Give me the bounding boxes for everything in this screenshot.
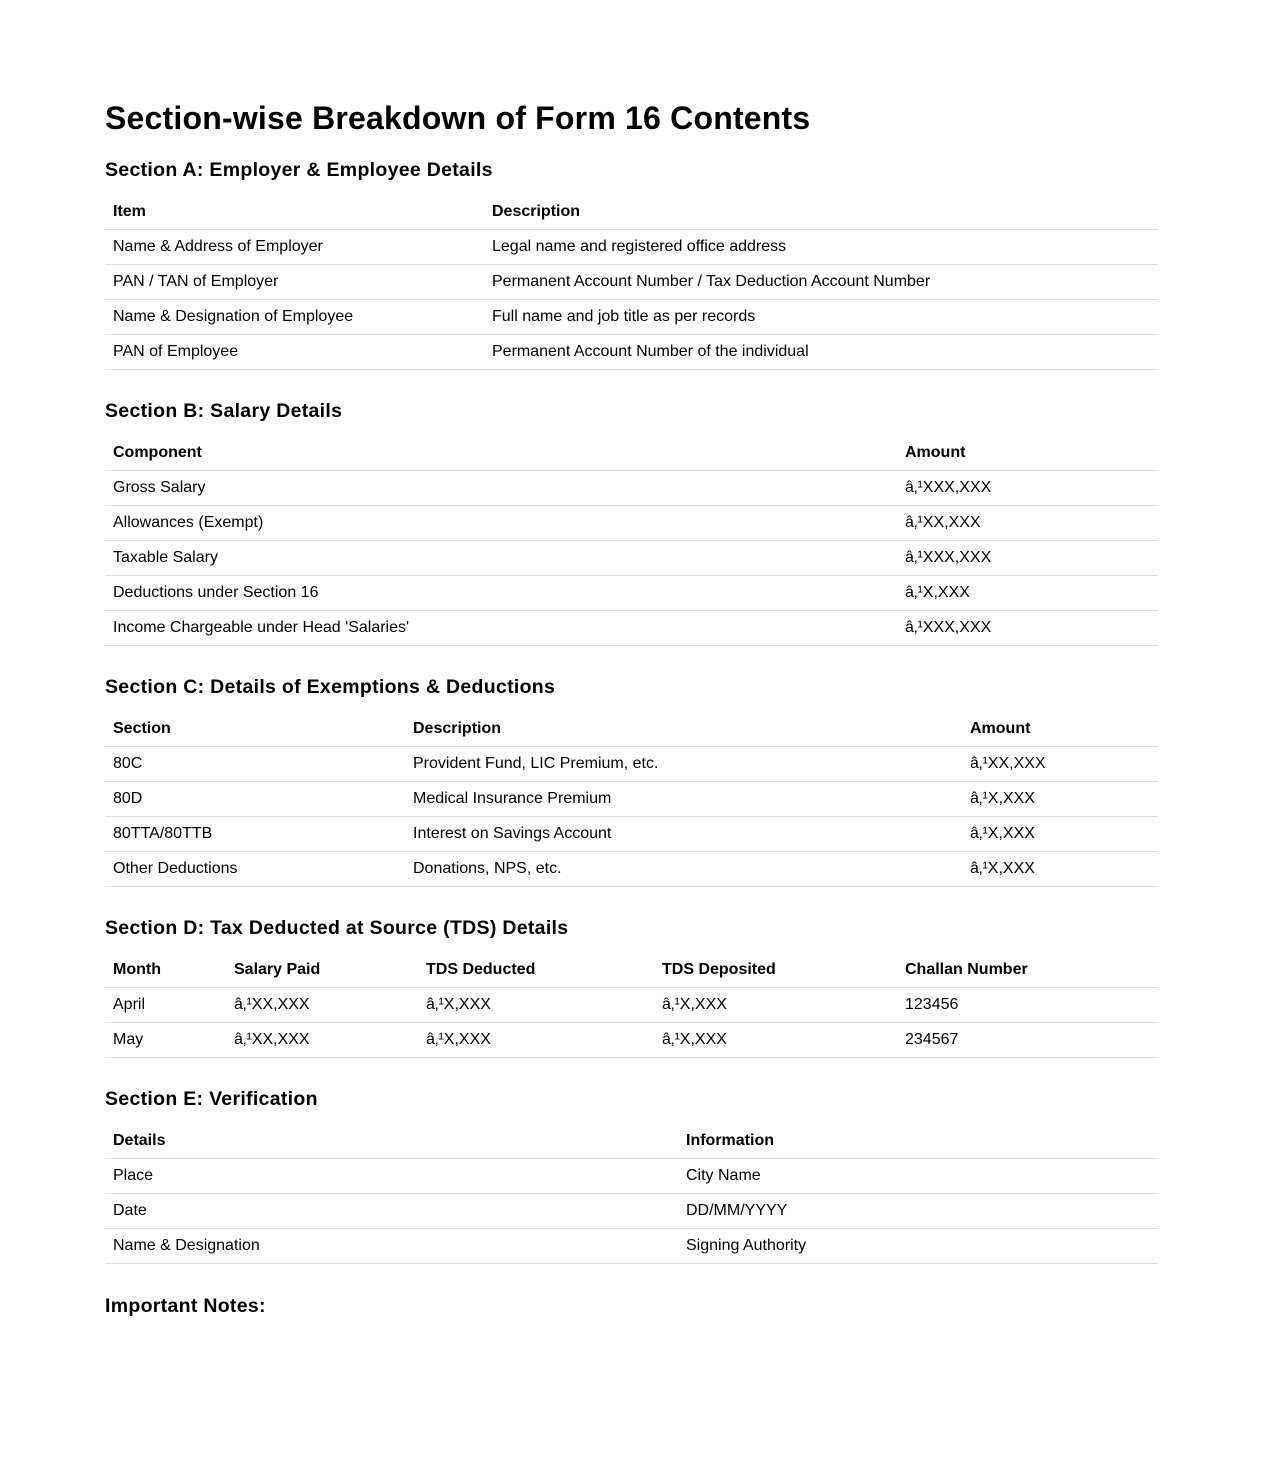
table-cell: Permanent Account Number / Tax Deduction Account Number <box>484 265 1158 300</box>
section-d-table <box>105 952 1158 1058</box>
column-header: Description <box>484 194 1158 230</box>
table-cell: Deductions under Section 16 <box>105 576 897 611</box>
table-header-row <box>105 194 1158 230</box>
table-row <box>105 230 1158 265</box>
column-header: Challan Number <box>897 952 1158 988</box>
amount-cell: â‚¹XX,XXX <box>226 988 418 1023</box>
table-cell: 80D <box>105 782 405 817</box>
table-header-row <box>105 952 1158 988</box>
table-cell: PAN of Employee <box>105 335 484 370</box>
table-row <box>105 747 1158 782</box>
amount-cell: â‚¹XXX,XXX <box>897 541 1158 576</box>
amount-cell: â‚¹X,XXX <box>418 988 654 1023</box>
table-row <box>105 1159 1158 1194</box>
table-row <box>105 817 1158 852</box>
table-cell: Provident Fund, LIC Premium, etc. <box>405 747 962 782</box>
table-row <box>105 1194 1158 1229</box>
table-row <box>105 300 1158 335</box>
table-cell: May <box>105 1023 226 1058</box>
section-b-heading: Section B: Salary Details <box>105 400 343 422</box>
section-c-heading: Section C: Details of Exemptions & Deductions <box>105 676 556 698</box>
column-header: TDS Deposited <box>654 952 897 988</box>
table-cell: Full name and job title as per records <box>484 300 1158 335</box>
table-cell: Gross Salary <box>105 471 897 506</box>
column-header: Amount <box>962 711 1158 747</box>
table-cell: Name & Designation <box>105 1229 678 1264</box>
amount-cell: â‚¹X,XXX <box>654 1023 897 1058</box>
table-row <box>105 335 1158 370</box>
amount-cell: â‚¹XX,XXX <box>226 1023 418 1058</box>
table-cell: Allowances (Exempt) <box>105 506 897 541</box>
table-cell: Permanent Account Number of the individual <box>484 335 1158 370</box>
table-cell: Name & Address of Employer <box>105 230 484 265</box>
table-cell: 80TTA/80TTB <box>105 817 405 852</box>
amount-cell: â‚¹X,XXX <box>897 576 1158 611</box>
table-header-row <box>105 1123 1158 1159</box>
table-row <box>105 1023 1158 1058</box>
table-cell: 80C <box>105 747 405 782</box>
amount-cell: â‚¹X,XXX <box>418 1023 654 1058</box>
page-title: Section-wise Breakdown of Form 16 Contents <box>105 100 811 136</box>
section-e-heading: Section E: Verification <box>105 1088 318 1110</box>
table-row <box>105 988 1158 1023</box>
table-cell: Donations, NPS, etc. <box>405 852 962 887</box>
table-row <box>105 506 1158 541</box>
table-header-row <box>105 711 1158 747</box>
column-header: Section <box>105 711 405 747</box>
table-row <box>105 265 1158 300</box>
table-row <box>105 1229 1158 1264</box>
table-cell: Name & Designation of Employee <box>105 300 484 335</box>
table-cell: DD/MM/YYYY <box>678 1194 1158 1229</box>
column-header: Component <box>105 435 897 471</box>
amount-cell: â‚¹X,XXX <box>962 817 1158 852</box>
table-cell: April <box>105 988 226 1023</box>
section-d-heading: Section D: Tax Deducted at Source (TDS) Details <box>105 917 569 939</box>
table-cell: Other Deductions <box>105 852 405 887</box>
column-header: TDS Deducted <box>418 952 654 988</box>
table-cell: Income Chargeable under Head 'Salaries' <box>105 611 897 646</box>
table-cell: Signing Authority <box>678 1229 1158 1264</box>
section-a-table <box>105 194 1158 370</box>
amount-cell: â‚¹XX,XXX <box>897 506 1158 541</box>
amount-cell: â‚¹XXX,XXX <box>897 471 1158 506</box>
table-row <box>105 576 1158 611</box>
column-header: Amount <box>897 435 1158 471</box>
table-cell: Place <box>105 1159 678 1194</box>
amount-cell: â‚¹X,XXX <box>962 852 1158 887</box>
column-header: Item <box>105 194 484 230</box>
section-e-table <box>105 1123 1158 1264</box>
table-row <box>105 852 1158 887</box>
table-cell: Taxable Salary <box>105 541 897 576</box>
column-header: Description <box>405 711 962 747</box>
column-header: Salary Paid <box>226 952 418 988</box>
table-cell: 234567 <box>897 1023 1158 1058</box>
section-b-table <box>105 435 1158 646</box>
table-cell: Date <box>105 1194 678 1229</box>
section-a-heading: Section A: Employer & Employee Details <box>105 159 493 181</box>
amount-cell: â‚¹XX,XXX <box>962 747 1158 782</box>
table-row <box>105 611 1158 646</box>
document-page <box>105 0 1158 1318</box>
table-header-row <box>105 435 1158 471</box>
table-cell: Legal name and registered office address <box>484 230 1158 265</box>
table-cell: City Name <box>678 1159 1158 1194</box>
column-header: Month <box>105 952 226 988</box>
table-row <box>105 541 1158 576</box>
table-row <box>105 782 1158 817</box>
table-cell: PAN / TAN of Employer <box>105 265 484 300</box>
amount-cell: â‚¹X,XXX <box>654 988 897 1023</box>
table-cell: Medical Insurance Premium <box>405 782 962 817</box>
table-row <box>105 471 1158 506</box>
amount-cell: â‚¹XXX,XXX <box>897 611 1158 646</box>
column-header: Information <box>678 1123 1158 1159</box>
section-c-table <box>105 711 1158 887</box>
amount-cell: â‚¹X,XXX <box>962 782 1158 817</box>
table-cell: Interest on Savings Account <box>405 817 962 852</box>
important-notes-heading: Important Notes: <box>105 1295 266 1317</box>
table-cell: 123456 <box>897 988 1158 1023</box>
column-header: Details <box>105 1123 678 1159</box>
